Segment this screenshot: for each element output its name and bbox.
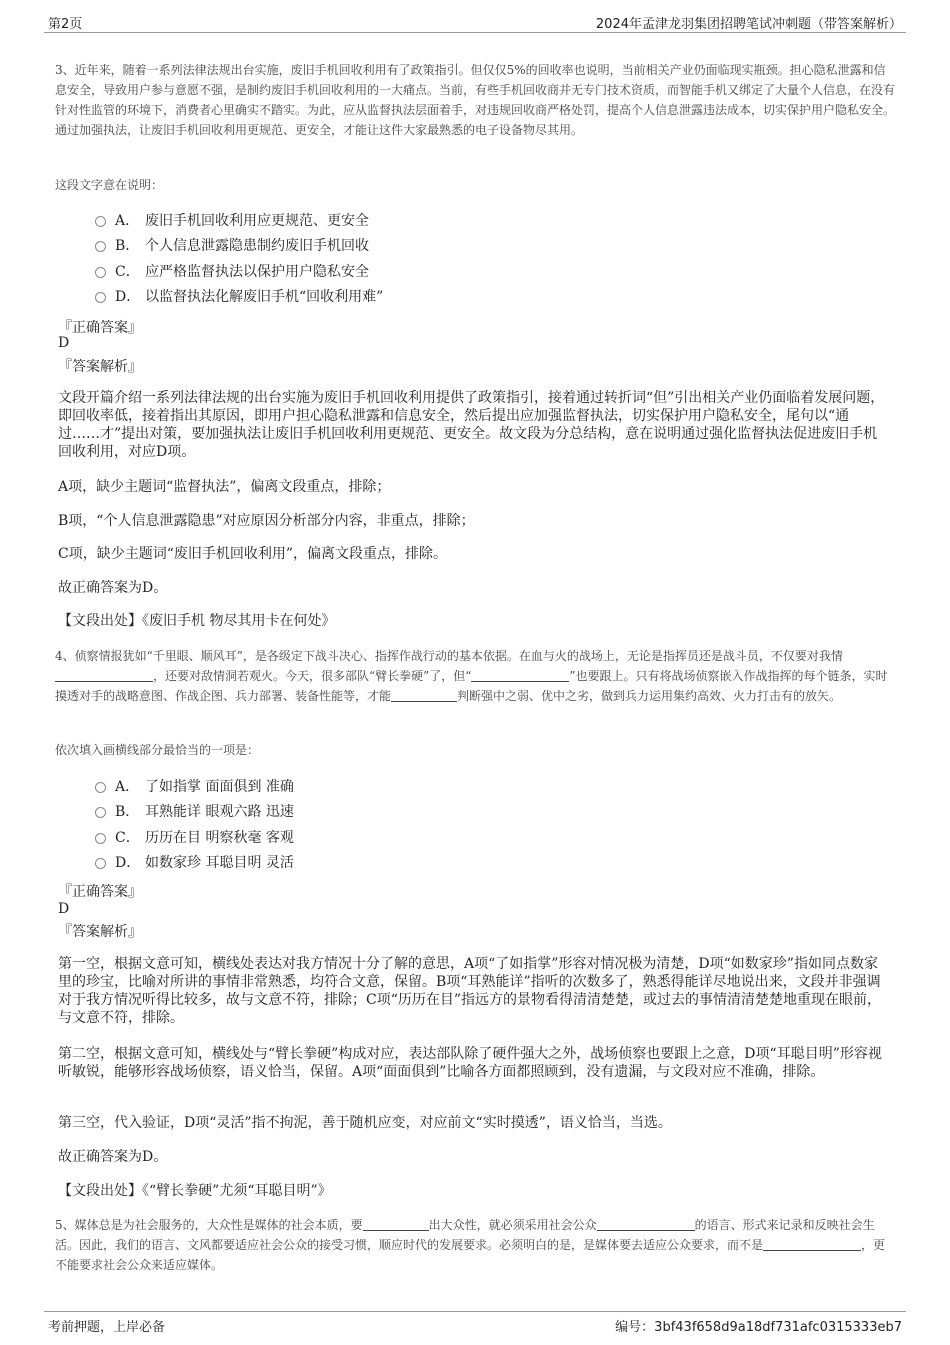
radio-icon[interactable] xyxy=(95,216,106,227)
footer-slogan: 考前押题，上岸必备 xyxy=(48,1320,166,1335)
fill-blank-1 xyxy=(55,669,153,682)
question-4-option-a[interactable]: A． 了如指掌 面面俱到 准确 xyxy=(95,773,294,799)
question-4-answer: D xyxy=(58,901,70,917)
question-4-source: 【文段出处】《“臂长拳硬”尤须“耳聪目明”》 xyxy=(58,1183,332,1199)
question-5-passage: 5、媒体总是为社会服务的，大众性是媒体的社会本质，要 出大众性，就必须采用社会公众 的语言、形式来记录和反映社会生活。因此，我们的语言、文风都要适应社会公众的接受习惯，顺应时代的发展要求。必须明白的是，是媒体要去适应公众要求，而不是 ，更不能要求社会公众来适应媒体。 xyxy=(55,1218,886,1272)
question-3-answer-label: 『正确答案』 xyxy=(58,320,142,336)
radio-icon[interactable] xyxy=(95,807,106,818)
question-3-analysis-4: C项，缺少主题词“废旧手机回收利用”，偏离文段重点，排除。 xyxy=(58,546,448,562)
fill-blank-1 xyxy=(363,1218,429,1231)
question-3-passage: 3、近年来，随着一系列法律法规出台实施，废旧手机回收利用有了政策指引。但仅仅5%的回收率也说明，当前相关产业仍面临现实瓶颈。担心隐私泄露和信息安全，导致用户参与意愿不强，是制约废旧手机回收利用的一大痛点。当前，有些手机回收商并无专门技术资质，而智能手机又绑定了大量个人信息，在没有针对性监管的环境下，消费者心里确实不踏实。为此，应从监督执法层面着手，对违规回收商严格处罚，提高个人信息泄露违法成本，切实保护用户隐私安全。通过加强执法，让废旧手机回收利用更规范、更安全，才能让这件大家最熟悉的电子设备物尽其用。 xyxy=(55,63,896,137)
question-4-options xyxy=(95,773,294,875)
page-header xyxy=(44,10,906,33)
question-3-prompt: 这段文字意在说明： xyxy=(55,178,164,192)
question-3-option-a[interactable]: A． 废旧手机回收利用应更规范、更安全 xyxy=(95,207,383,233)
question-3-option-d[interactable]: D． 以监督执法化解废旧手机“回收利用难” xyxy=(95,284,383,310)
question-4-option-d[interactable]: D． 如数家珍 耳聪目明 灵活 xyxy=(95,850,294,876)
question-4-analysis-label: 『答案解析』 xyxy=(58,924,142,940)
question-3-option-b[interactable]: B． 个人信息泄露隐患制约废旧手机回收 xyxy=(95,233,383,259)
question-4-analysis-2: 第二空，根据文意可知，横线处与“臂长拳硬”构成对应，表达部队除了硬件强大之外，战场侦察也要跟上之意，D项“耳聪目明”形容视听敏锐，能够形容战场侦察，语义恰当，保留。A项“面面俱到”比喻各方面都照顾到，没有遗漏，与文段对应不准确，排除。 xyxy=(58,1046,882,1080)
page-number: 第2页 xyxy=(48,17,83,32)
question-3-options xyxy=(95,207,383,309)
radio-icon[interactable] xyxy=(95,782,106,793)
question-4-analysis-1: 第一空，根据文意可知，横线处表达对我方情况十分了解的意思，A项“了如指掌”形容对情况极为清楚，D项“如数家珍”指如同点数家里的珍宝，比喻对所讲的事情非常熟悉，均符合文意，保留。B项“耳熟能详”指听的次数多了，熟悉得能详尽地说出来，文段并非强调对于我方情况听得比较多，故与文意不符，排除；C项“历历在目”指远方的景物看得清清楚楚，或过去的事情清清楚楚地重现在眼前，与文意不符，排除。 xyxy=(58,956,882,1026)
fill-blank-2 xyxy=(471,669,569,682)
question-3-source: 【文段出处】《废旧手机 物尽其用卡在何处》 xyxy=(58,613,336,629)
question-3-analysis-1: 文段开篇介绍一系列法律法规的出台实施为废旧手机回收利用提供了政策指引，接着通过转折词“但”引出相关产业仍面临着发展问题，即回收率低，接着指出其原因，即用户担心隐私泄露和信息安全，然后提出应加强监督执法，切实保护用户隐私安全，尾句以“通过……才”提出对策，要加强执法让废旧手机回收利用更规范、更安全。故文段为分总结构，意在说明通过强化监督执法促进废旧手机回收利用，对应D项。 xyxy=(58,390,885,460)
question-3-analysis-3: B项，“个人信息泄露隐患”对应原因分析部分内容，非重点，排除； xyxy=(58,513,475,529)
radio-icon[interactable] xyxy=(95,833,106,844)
radio-icon[interactable] xyxy=(95,241,106,252)
question-4-answer-label: 『正确答案』 xyxy=(58,884,142,900)
page-footer xyxy=(44,1311,906,1336)
fill-blank-3 xyxy=(391,689,457,702)
question-3-option-c[interactable]: C． 应严格监督执法以保护用户隐私安全 xyxy=(95,258,383,284)
document-title: 2024年孟津龙羽集团招聘笔试冲刺题（带答案解析） xyxy=(595,17,902,32)
fill-blank-2 xyxy=(597,1218,695,1231)
question-4-analysis-3: 第三空，代入验证，D项“灵活”指不拘泥，善于随机应变，对应前文“实时摸透”，语义恰当，当选。 xyxy=(58,1115,672,1131)
question-3-analysis-2: A项，缺少主题词“监督执法”，偏离文段重点，排除； xyxy=(58,479,391,495)
radio-icon[interactable] xyxy=(95,267,106,278)
question-4-option-b[interactable]: B． 耳熟能详 眼观六路 迅速 xyxy=(95,799,294,825)
radio-icon[interactable] xyxy=(95,858,106,869)
question-3-analysis-5: 故正确答案为D。 xyxy=(58,580,168,596)
question-3-analysis-label: 『答案解析』 xyxy=(58,359,142,375)
question-4-prompt: 依次填入画横线部分最恰当的一项是： xyxy=(55,743,260,757)
question-3-answer: D xyxy=(58,335,70,351)
radio-icon[interactable] xyxy=(95,292,106,303)
document-id: 编号：3bf43f658d9a18df731afc0315333eb7 xyxy=(615,1320,902,1335)
question-4-option-c[interactable]: C． 历历在目 明察秋毫 客观 xyxy=(95,824,294,850)
question-4-passage: 4、侦察情报犹如“千里眼、顺风耳”，是各级定下战斗决心、指挥作战行动的基本依据。在血与火的战场上，无论是指挥员还是战斗员，不仅要对我情，还要对敌情洞若观火。今天，很多部队“臂长拳硬”了，但“ ”也要跟上。只有将战场侦察嵌入作战指挥的每个链条，实时摸透对手的战略意图、作战企图、兵力部署、装备性能等，才能 判断强中之弱、优中之劣，做到兵力运用集约高效、火力打击有的放矢。 xyxy=(55,649,888,703)
fill-blank-3 xyxy=(763,1238,861,1251)
question-4-analysis-4: 故正确答案为D。 xyxy=(58,1149,168,1165)
